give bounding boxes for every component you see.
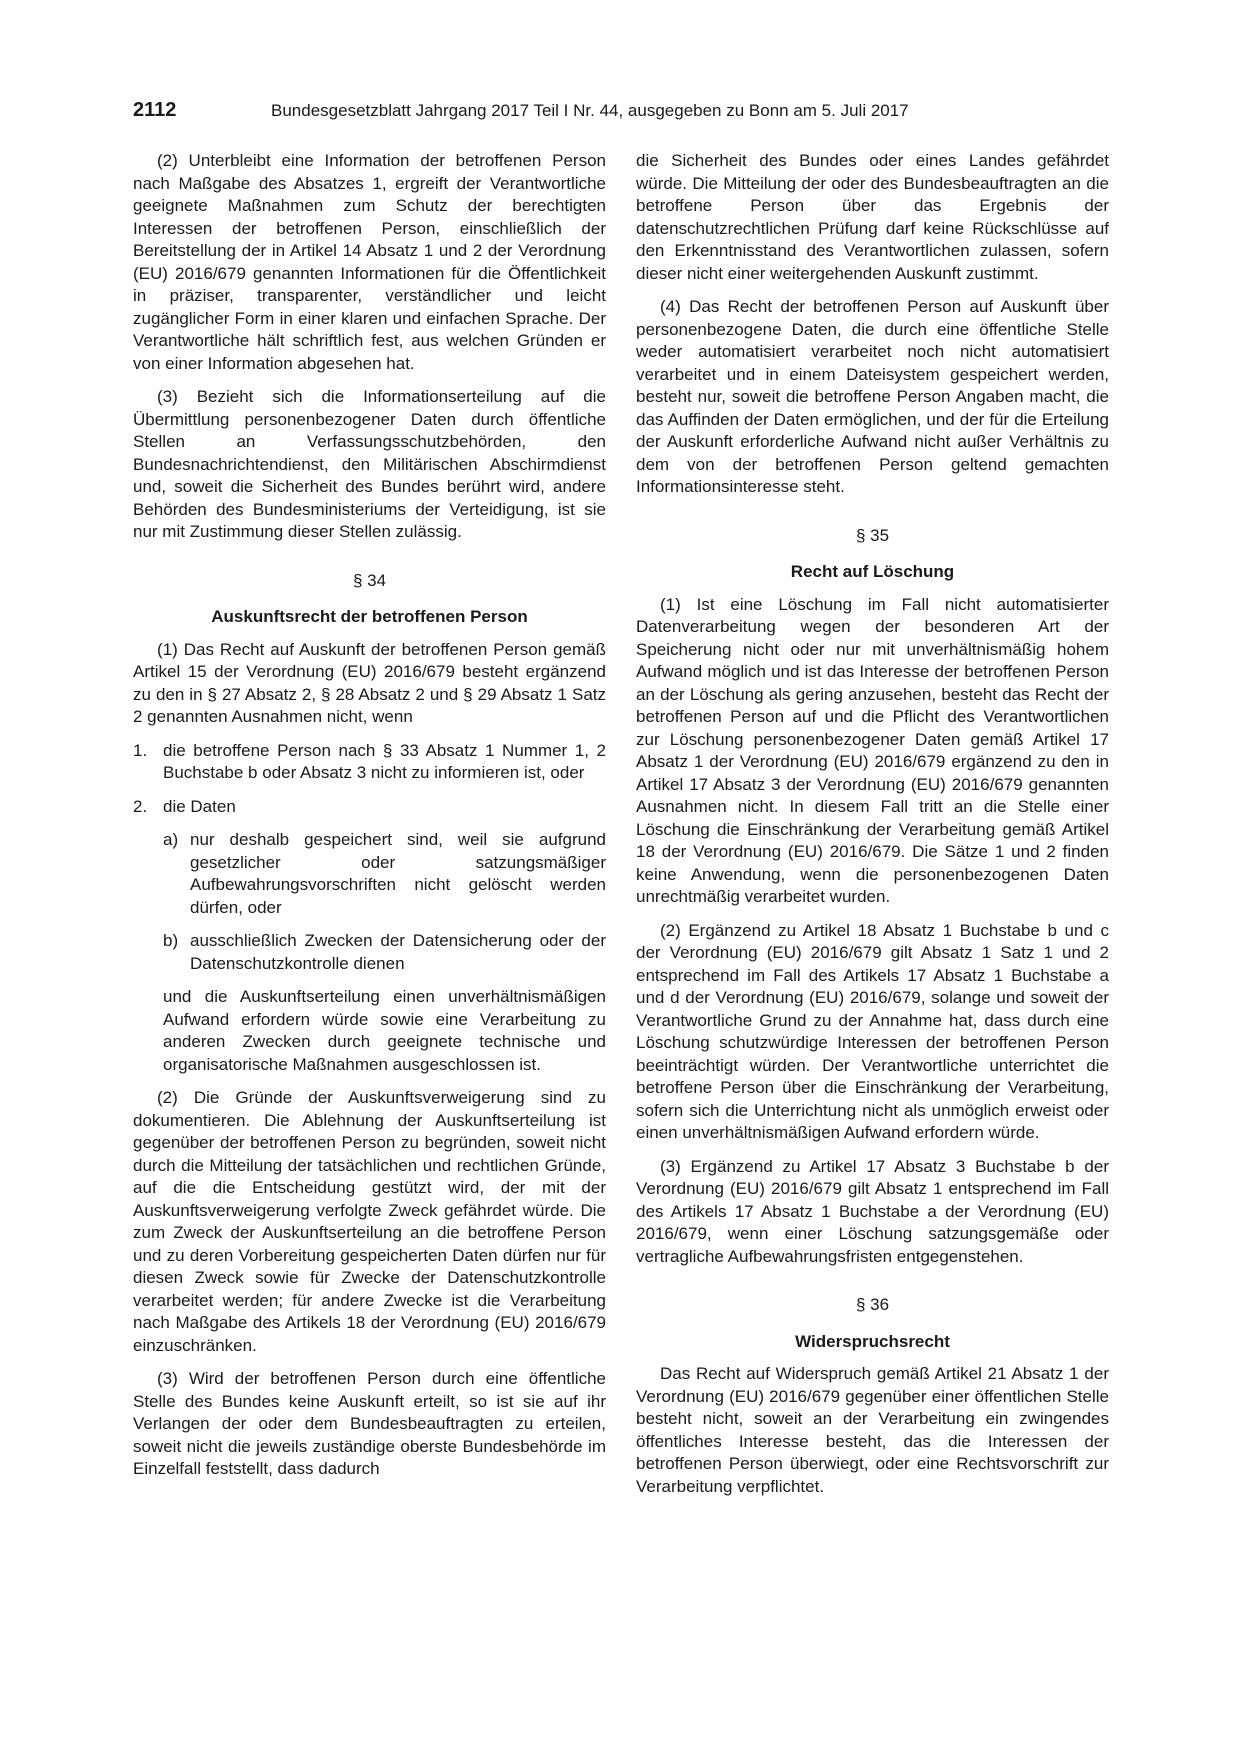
paragraph-34-2: (2) Die Gründe der Auskunftsverweigerung sind zu dokumentieren. Die Ablehnung der Auskunftserteilung ist gegenüber der betroffenen Person zu begründen, soweit nicht durch die Mitteilung der tatsächlichen und rechtlichen Gründe, auf die die Entscheidung gestützt wird, der mit der Auskunftsverweigerung verfolgte Zweck gefährdet würde. Die zum Zweck der Auskunftserteilung an die betroffene Person und zu deren Vorbereitung gespeicherten Daten dürfen nur für diesen Zweck sowie für Zwecke der Datenschutzkontrolle verarbeitet werden; für andere Zwecke ist die Verarbeitung nach Maßgabe des Artikels 18 der Verordnung (EU) 2016/679 einzuschränken. [133,1088,606,1355]
list-item-2-text: die Daten [163,796,236,816]
list-item-2a-marker: a) [163,830,179,849]
section-35-title: Recht auf Löschung [790,562,955,581]
section-34-number: § 34 [352,570,387,590]
list-item-1 [133,740,606,785]
paragraph-35-2: (2) Ergänzend zu Artikel 18 Absatz 1 Buchstabe b und c der Verordnung (EU) 2016/679 gilt Absatz 1 Satz 1 und 2 entsprechend im Fall des Artikels 17 Absatz 1 Buchstabe a und d der Verordnung (EU) 2016/679, solange und soweit der Verantwortliche Grund zu der Annahme hat, dass durch eine Löschung schutzwürdige Interessen der betroffenen Person beeinträchtigt würden. Der Verantwortliche unterrichtet die betroffene Person über die Einschränkung der Verarbeitung, sofern sich die Unterrichtung nicht als unmöglich erweist oder einen unverhältnismäßigen Aufwand erfordern würde. [636,920,1109,1142]
list-item-2-continuation: und die Auskunftserteilung einen unverhältnismäßigen Aufwand erfordern würde sowie eine Verarbeitung zu anderen Zwecken durch geeignete technische und organisatorische Maßnahmen ausgeschlossen ist. [163,987,606,1074]
list-item-2b-marker: b) [163,931,179,950]
list-item-2-marker: 2. [133,796,148,816]
paragraph-34-3-continuation: die Sicherheit des Bundes oder eines Landes gefährdet würde. Die Mitteilung der oder des Bundesbeauftragten an die betroffene Person über das Ergebnis der datenschutzrechtlichen Prüfung darf keine Rückschlüsse auf den Erkenntnisstand des Verantwortlichen zulassen, sofern dieser nicht einer weitergehenden Auskunft zustimmt. [636,151,1109,283]
section-35-number: § 35 [855,525,890,545]
paragraph-35-1: (1) Ist eine Löschung im Fall nicht automatisierter Datenverarbeitung wegen der besonderen Art der Speicherung nicht oder nur mit unverhältnismäßig hohem Aufwand möglich und ist das Interesse der betroffenen Person an der Löschung als gering anzusehen, besteht das Recht der betroffenen Person auf und die Pflicht des Verantwortlichen zur Löschung personenbezogener Daten gemäß Artikel 17 Absatz 1 der Verordnung (EU) 2016/679 ergänzend zu den in Artikel 17 Absatz 3 der Verordnung (EU) 2016/679 genannten Ausnahmen nicht. In diesem Fall tritt an die Stelle einer Löschung die Einschränkung der Verarbeitung gemäß Artikel 18 der Verordnung (EU) 2016/679. Die Sätze 1 und 2 finden keine Anwendung, wenn die personenbezogenen Daten unrechtmäßig verarbeitet wurden. [636,594,1109,906]
paragraph-35-3: (3) Ergänzend zu Artikel 17 Absatz 3 Buchstabe b der Verordnung (EU) 2016/679 gilt Absatz 1 entsprechend im Fall des Artikels 17 Absatz 1 Buchstabe a der Verordnung (EU) 2016/679, wenn einer Löschung satzungsgemäße oder vertragliche Aufbewahrungsfristen entgegenstehen. [636,1156,1109,1266]
right-column [636,150,1109,1509]
paragraph-34-1: (1) Das Recht auf Auskunft der betroffenen Person gemäß Artikel 15 der Verordnung (EU) 2016/679 besteht ergänzend zu den in § 27 Absatz 2, § 28 Absatz 2 und § 29 Absatz 1 Satz 2 genannten Ausnahmen nicht, wenn [133,639,606,726]
list-item-1-text: die betroffene Person nach § 33 Absatz 1 Nummer 1, 2 Buchstabe b oder Absatz 3 nicht zu informieren ist, oder [163,740,606,782]
list-item-2a-text: nur deshalb gespeichert sind, weil sie aufgrund gesetzlicher oder satzungsmäßiger Aufbewahrungsvorschriften nicht gelöscht werden dürfen, oder [190,830,606,917]
page-number: 2112 [133,99,177,121]
paragraph-34-4: (4) Das Recht der betroffenen Person auf Auskunft über personenbezogene Daten, die durch eine öffentliche Stelle weder automatisiert verarbeitet noch nicht automatisiert verarbeitet und in einem Dateisystem gespeichert werden, besteht nur, soweit die betroffene Person Angaben macht, die das Auffinden der Daten ermöglichen, und der für die Erteilung der Auskunft erforderliche Aufwand nicht außer Verhältnis zu dem von der betroffenen Person geltend gemachten Informationsinteresse steht. [636,297,1109,496]
list-item-2 [133,796,606,819]
paragraph-33-3: (3) Bezieht sich die Informationserteilung auf die Übermittlung personenbezogener Daten durch öffentliche Stellen an Verfassungsschutzbehörden, den Bundesnachrichtendienst, den Militärischen Abschirmdienst und, soweit die Sicherheit des Bundes berührt wird, andere Behörden des Bundesministeriums der Verteidigung, ist sie nur mit Zustimmung dieser Stellen zulässig. [133,387,606,541]
paragraph-33-2: (2) Unterbleibt eine Information der betroffenen Person nach Maßgabe des Absatzes 1, ergreift der Verantwortliche geeignete Maßnahmen zum Schutz der berechtigten Interessen der betroffenen Person, einschließlich der Bereitstellung der in Artikel 14 Absatz 1 und 2 der Verordnung (EU) 2016/679 genannten Informationen für die Öffentlichkeit in präziser, transparenter, verständlicher und leicht zugänglicher Form in einer klaren und einfachen Sprache. Der Verantwortliche hält schriftlich fest, aus welchen Gründen er von einer Information abgesehen hat. [133,151,606,373]
list-item-2b [163,930,606,975]
paragraph-34-3: (3) Wird der betroffenen Person durch eine öffentliche Stelle des Bundes keine Auskunft erteilt, so ist sie auf ihr Verlangen der oder dem Bundesbeauftragten zu erteilen, soweit nicht die jeweils zuständige oberste Bundesbehörde im Einzelfall feststellt, dass dadurch [133,1369,606,1478]
section-34-title: Auskunftsrecht der betroffenen Person [211,607,528,626]
list-item-1-marker: 1. [133,740,148,760]
paragraph-36: Das Recht auf Widerspruch gemäß Artikel 21 Absatz 1 der Verordnung (EU) 2016/679 gegenüber einer öffentlichen Stelle besteht nicht, soweit an der Verarbeitung ein zwingendes öffentliches Interesse besteht, das die Interessen der betroffenen Person überwiegt, oder eine Rechtsvorschrift zur Verarbeitung verpflichtet. [636,1364,1109,1496]
list-item-2a [163,829,606,919]
section-36-number: § 36 [855,1295,890,1314]
left-column [133,150,606,1492]
section-36-title: Widerspruchsrecht [795,1331,950,1351]
list-item-2b-text: ausschließlich Zwecken der Datensicherung oder der Datenschutzkontrolle dienen [190,931,606,973]
running-header: Bundesgesetzblatt Jahrgang 2017 Teil I Nr. 44, ausgegeben zu Bonn am 5. Juli 2017 [271,101,909,120]
